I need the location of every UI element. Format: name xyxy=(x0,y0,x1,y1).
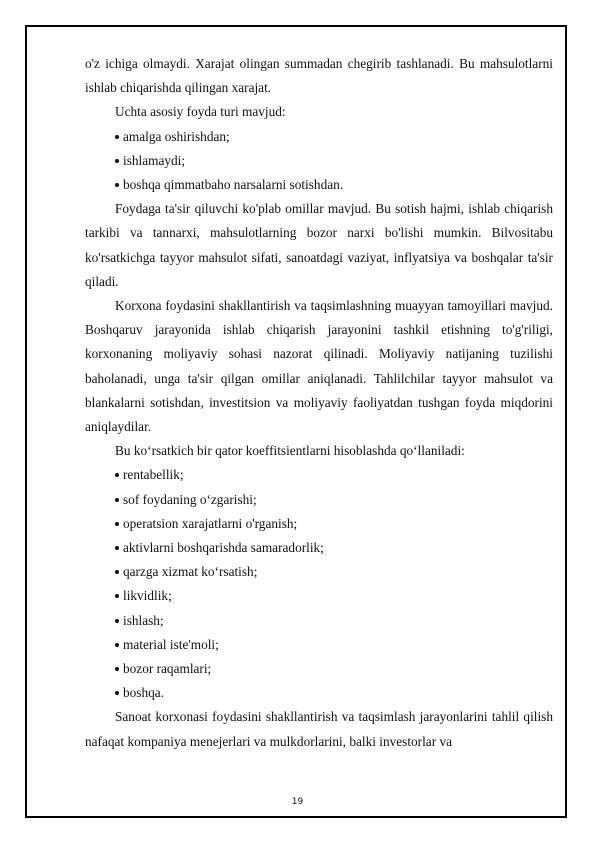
list-item: qarzga xizmat ko‘rsatish; xyxy=(85,560,553,584)
paragraph: Bu ko‘rsatkich bir qator koeffitsientlarni hisoblashda qo‘llaniladi: xyxy=(115,443,465,459)
page-number: 19 xyxy=(291,797,304,807)
bullet-icon xyxy=(115,594,119,598)
bullet-icon xyxy=(115,546,119,550)
bullet-list xyxy=(85,463,553,705)
list-item: amalga oshirishdan; xyxy=(85,125,553,149)
list-item: ishlash; xyxy=(85,609,553,633)
list-item: aktivlarni boshqarishda samaradorlik; xyxy=(85,536,553,560)
paragraph: Sanoat korxonasi foydasini shakllantirish va taqsimlash jarayonlarini tahlil qilish nafaqat kompaniya menejerlari va mulkdorlarini, balki investorlar va xyxy=(85,709,553,749)
bullet-icon xyxy=(115,522,119,526)
bullet-icon xyxy=(115,570,119,574)
list-item: boshqa. xyxy=(85,681,553,705)
bullet-icon xyxy=(115,691,119,695)
bullet-icon xyxy=(115,498,119,502)
document-body xyxy=(85,52,553,754)
list-item: operatsion xarajatlarni o'rganish; xyxy=(85,512,553,536)
bullet-icon xyxy=(115,473,119,477)
bullet-icon xyxy=(115,135,119,139)
list-item: rentabellik; xyxy=(85,463,553,487)
bullet-icon xyxy=(115,667,119,671)
list-item: material iste'moli; xyxy=(85,633,553,657)
list-item: sof foydaning o‘zgarishi; xyxy=(85,488,553,512)
paragraph: o'z ichiga olmaydi. Xarajat olingan summadan chegirib tashlanadi. Bu mahsulotlarni ishlab chiqarishda qilingan xarajat. xyxy=(85,56,553,96)
paragraph: Korxona foydasini shakllantirish va taqsimlashning muayyan tamoyillari mavjud. Boshqaruv jarayonida ishlab chiqarish jarayonini tashkil etishning to'g'riligi, korxonaning moliyaviy sohasi nazorat qilinadi. Moliyaviy natijaning tuzilishi baholanadi, unga ta'sir qilgan omillar aniqlanadi. Tahlilchilar tayyor mahsulot va blankalarni sotishdan, investitsion va moliyaviy faoliyatdan tushgan foyda miqdorini aniqlaydilar. xyxy=(85,298,553,435)
bullet-icon xyxy=(115,159,119,163)
list-item: bozor raqamlari; xyxy=(85,657,553,681)
paragraph: Foydaga ta'sir qiluvchi ko'plab omillar mavjud. Bu sotish hajmi, ishlab chiqarish tarkibi va tannarxi, mahsulotlarning bozor narxi bo'lishi mumkin. Bilvositabu ko'rsatkichga tayyor mahsulot sifati, sanoatdagi vaziyat, inflyatsiya va boshqalar ta'sir qiladi. xyxy=(85,201,553,289)
paragraph: Uchta asosiy foyda turi mavjud: xyxy=(115,104,286,120)
list-item: likvidlik; xyxy=(85,584,553,608)
bullet-icon xyxy=(115,619,119,623)
list-item: boshqa qimmatbaho narsalarni sotishdan. xyxy=(85,173,553,197)
bullet-icon xyxy=(115,643,119,647)
list-item: ishlamaydi; xyxy=(85,149,553,173)
bullet-list xyxy=(85,125,553,198)
bullet-icon xyxy=(115,183,119,187)
